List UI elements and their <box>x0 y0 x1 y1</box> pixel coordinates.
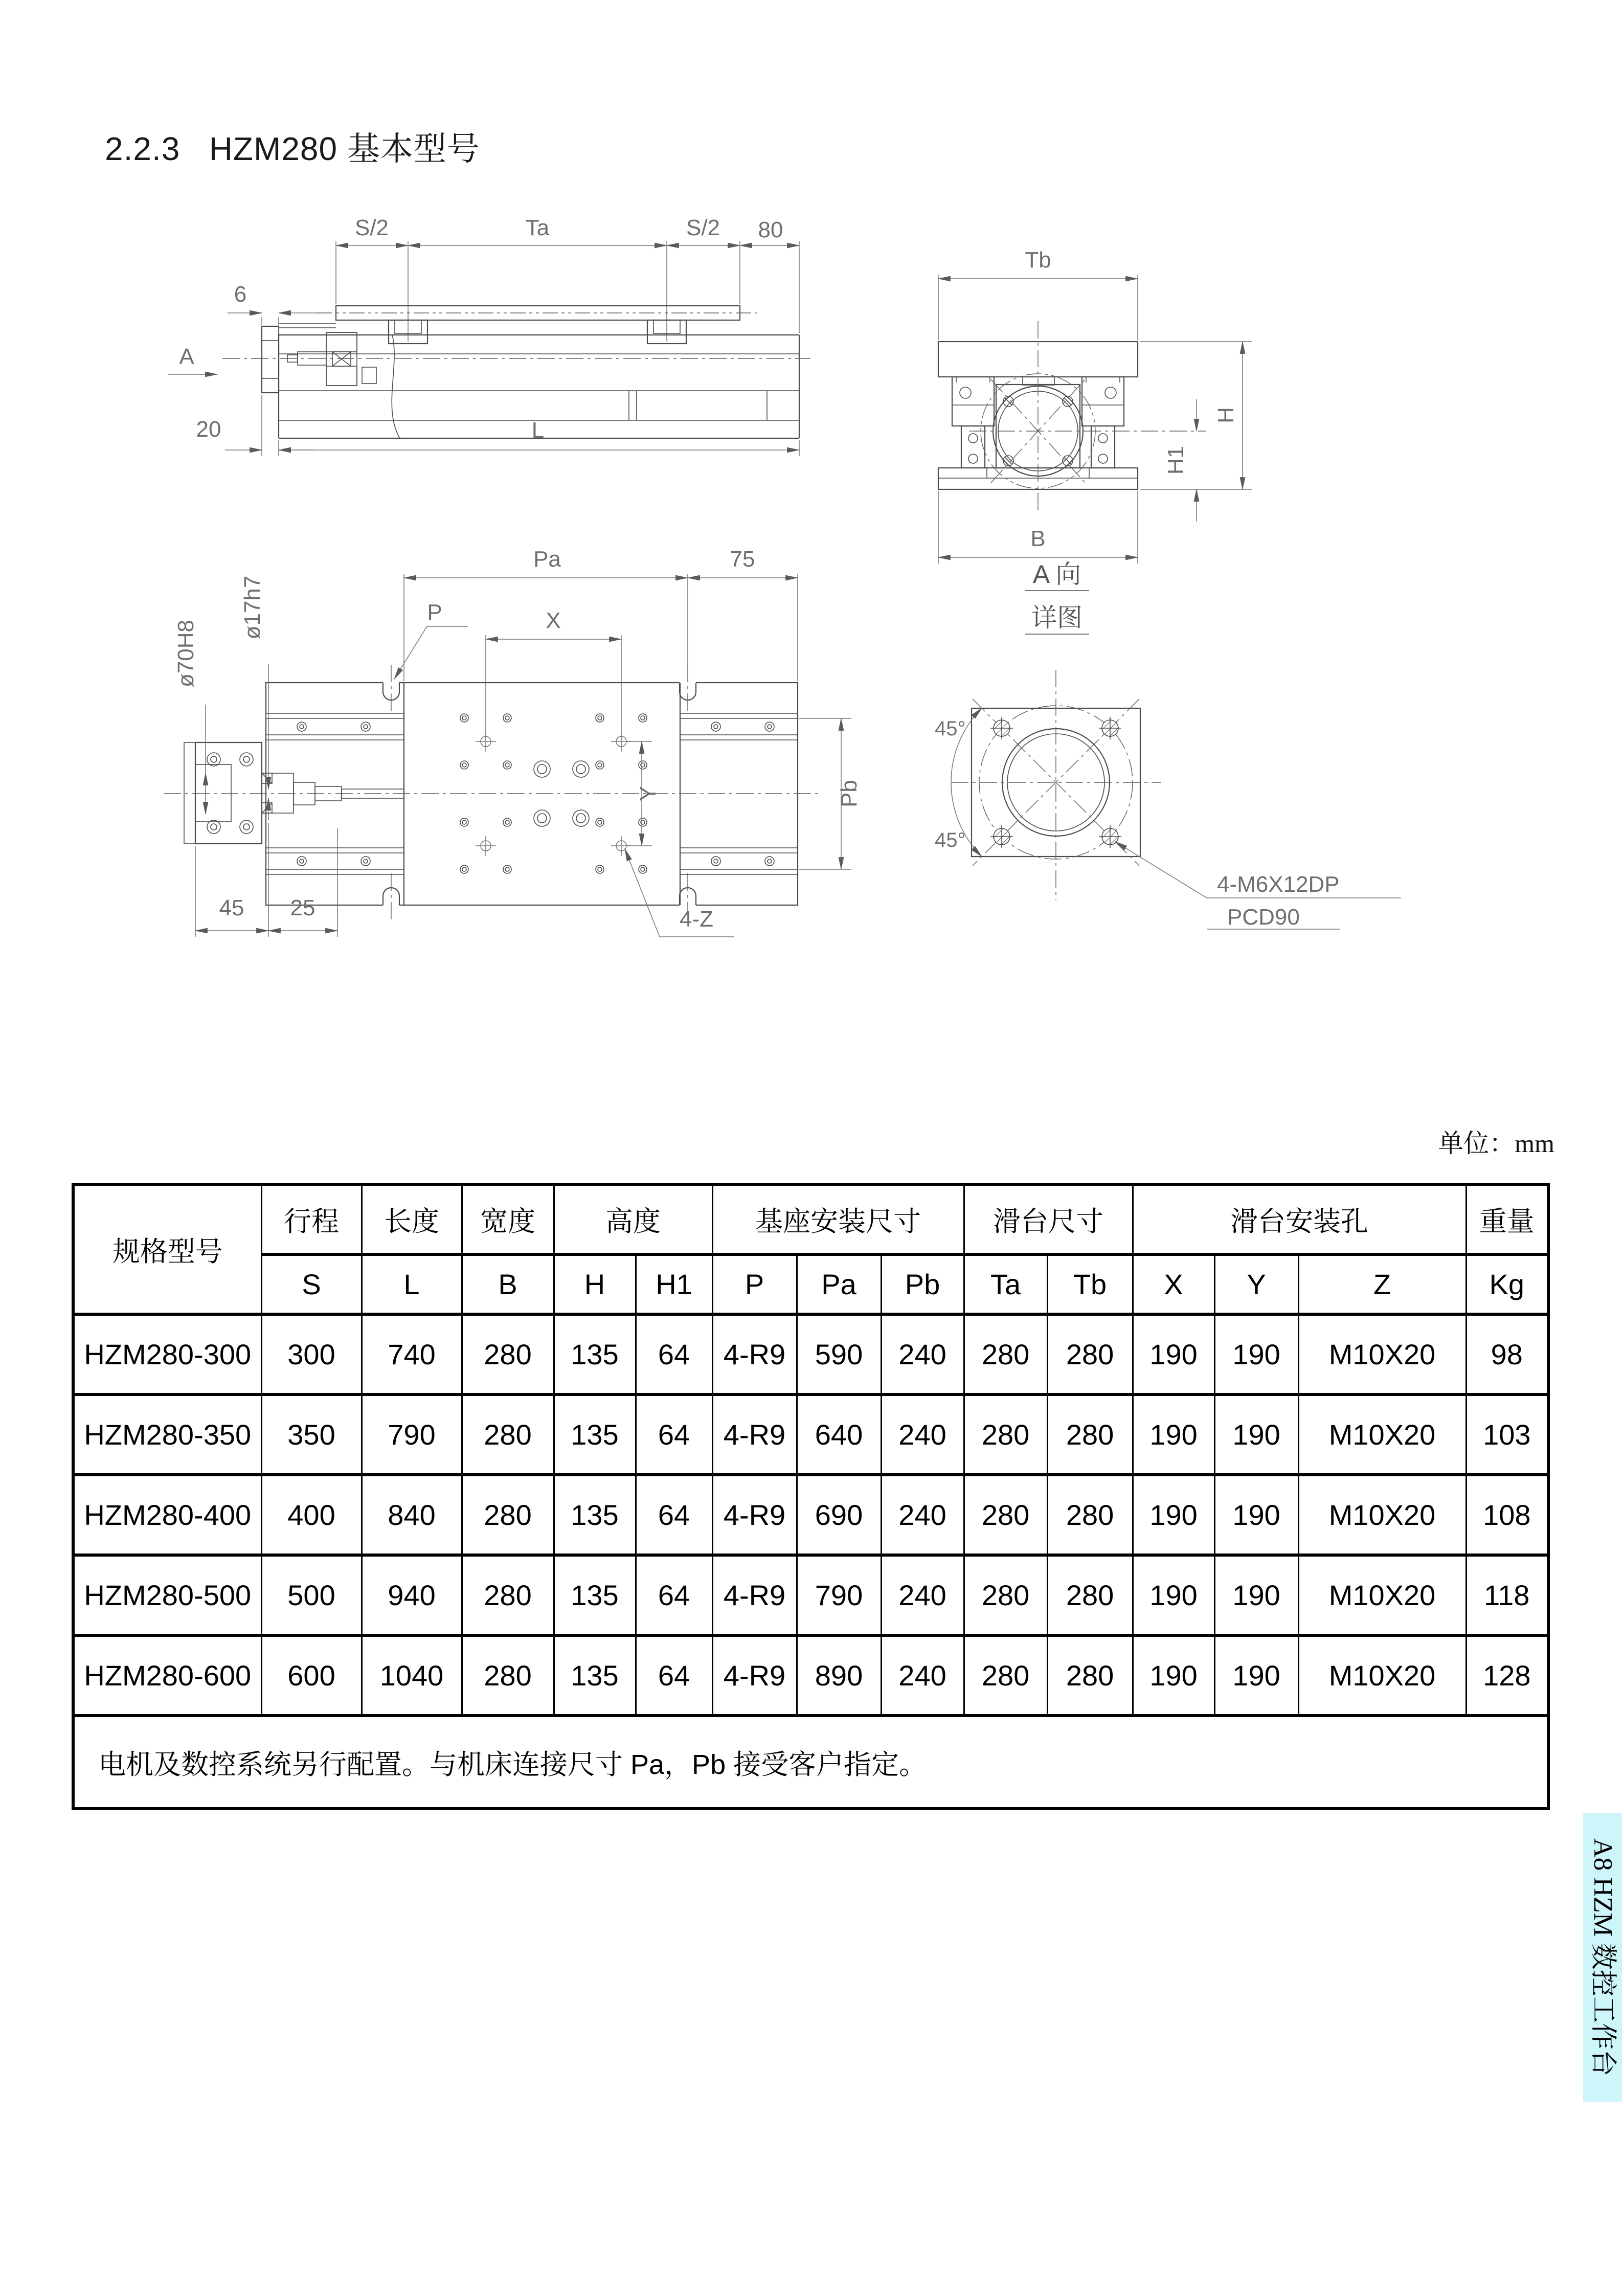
subheader-Kg: Kg <box>1466 1254 1548 1314</box>
header-length: 长度 <box>362 1184 462 1254</box>
detail-title-a: A 向 <box>1032 560 1081 589</box>
page-title: 2.2.3 HZM280 基本型号 <box>105 130 480 167</box>
subheader-Ta: Ta <box>964 1254 1047 1314</box>
table-note: 电机及数控系统另行配置。与机床连接尺寸 Pa，Pb 接受客户指定。 <box>73 1716 1548 1809</box>
value-cell: 190 <box>1133 1635 1214 1716</box>
end-view-lines <box>938 275 1252 564</box>
model-cell: HZM280-300 <box>73 1314 261 1394</box>
detail-view-drawing <box>920 542 1422 982</box>
value-cell: 98 <box>1466 1314 1548 1394</box>
dim-20: 20 <box>196 417 221 442</box>
dim-pb: Pb <box>837 780 862 807</box>
header-sub-row <box>73 1254 1548 1314</box>
value-cell: 280 <box>462 1394 554 1475</box>
dim-45: 45 <box>219 895 244 920</box>
subheader-H: H <box>554 1254 636 1314</box>
side-tab-label: A8 HZM 数控工作台 <box>1588 1838 1617 2077</box>
value-cell: 190 <box>1133 1555 1214 1635</box>
value-cell: 280 <box>462 1635 554 1716</box>
value-cell: 400 <box>261 1475 362 1555</box>
value-cell: 190 <box>1214 1555 1298 1635</box>
value-cell: 600 <box>261 1635 362 1716</box>
value-cell: 190 <box>1214 1635 1298 1716</box>
value-cell: 280 <box>964 1475 1047 1555</box>
value-cell: 64 <box>636 1475 712 1555</box>
dim-45deg-bottom: 45° <box>935 829 966 851</box>
value-cell: 135 <box>554 1635 636 1716</box>
value-cell: M10X20 <box>1298 1475 1466 1555</box>
value-cell: 190 <box>1214 1475 1298 1555</box>
dim-p: P <box>427 600 442 625</box>
value-cell: 280 <box>964 1555 1047 1635</box>
value-cell: 4-R9 <box>712 1394 797 1475</box>
side-tab <box>1583 1813 1622 2102</box>
value-cell: 135 <box>554 1475 636 1555</box>
model-cell: HZM280-400 <box>73 1475 261 1555</box>
subheader-H1: H1 <box>636 1254 712 1314</box>
header-base-mount: 基座安装尺寸 <box>712 1184 964 1254</box>
dim-dia70: ø70H8 <box>173 619 198 688</box>
value-cell: 280 <box>964 1635 1047 1716</box>
callout-pcd90: PCD90 <box>1227 905 1300 930</box>
side-view-drawing <box>164 194 828 491</box>
subheader-Z: Z <box>1298 1254 1466 1314</box>
subheader-S: S <box>261 1254 362 1314</box>
dim-tb: Tb <box>1025 247 1051 273</box>
spec-table <box>72 1183 1550 1810</box>
view-label-a: A <box>179 344 194 369</box>
dim-s2-right: S/2 <box>686 215 720 240</box>
value-cell: 280 <box>1047 1635 1133 1716</box>
value-cell: M10X20 <box>1298 1555 1466 1635</box>
value-cell: 4-R9 <box>712 1475 797 1555</box>
dim-ta: Ta <box>525 215 550 240</box>
value-cell: 240 <box>881 1314 964 1394</box>
value-cell: 790 <box>797 1555 881 1635</box>
value-cell: 190 <box>1133 1394 1214 1475</box>
model-cell: HZM280-500 <box>73 1555 261 1635</box>
value-cell: 790 <box>362 1394 462 1475</box>
value-cell: 64 <box>636 1635 712 1716</box>
dim-h1: H1 <box>1163 445 1188 475</box>
value-cell: 190 <box>1133 1475 1214 1555</box>
value-cell: 135 <box>554 1314 636 1394</box>
subheader-L: L <box>362 1254 462 1314</box>
subheader-X: X <box>1133 1254 1214 1314</box>
value-cell: 190 <box>1214 1394 1298 1475</box>
value-cell: 280 <box>1047 1314 1133 1394</box>
dim-l: L <box>531 418 545 443</box>
table-row <box>73 1555 1548 1635</box>
value-cell: 500 <box>261 1555 362 1635</box>
value-cell: 190 <box>1133 1314 1214 1394</box>
value-cell: 4-R9 <box>712 1555 797 1635</box>
dim-25: 25 <box>290 895 315 920</box>
value-cell: 240 <box>881 1635 964 1716</box>
model-cell: HZM280-600 <box>73 1635 261 1716</box>
value-cell: 280 <box>964 1314 1047 1394</box>
dim-pa: Pa <box>533 547 561 572</box>
header-width: 宽度 <box>462 1184 554 1254</box>
subheader-Y: Y <box>1214 1254 1298 1314</box>
value-cell: 1040 <box>362 1635 462 1716</box>
callout-m6: 4-M6X12DP <box>1217 872 1340 897</box>
value-cell: 890 <box>797 1635 881 1716</box>
dim-x: X <box>546 608 561 633</box>
value-cell: 280 <box>462 1475 554 1555</box>
value-cell: 940 <box>362 1555 462 1635</box>
dim-80: 80 <box>758 217 783 242</box>
value-cell: 4-R9 <box>712 1635 797 1716</box>
value-cell: 280 <box>1047 1475 1133 1555</box>
value-cell: 740 <box>362 1314 462 1394</box>
subheader-B: B <box>462 1254 554 1314</box>
note-row <box>73 1716 1548 1809</box>
header-group-row <box>73 1184 1548 1254</box>
value-cell: 128 <box>1466 1635 1548 1716</box>
value-cell: M10X20 <box>1298 1635 1466 1716</box>
value-cell: 300 <box>261 1314 362 1394</box>
value-cell: 118 <box>1466 1555 1548 1635</box>
value-cell: 103 <box>1466 1394 1548 1475</box>
side-view-lines <box>168 241 810 456</box>
value-cell: 4-R9 <box>712 1314 797 1394</box>
value-cell: 640 <box>797 1394 881 1475</box>
table-row <box>73 1314 1548 1394</box>
plan-view-lines <box>164 574 851 937</box>
header-model: 规格型号 <box>73 1184 261 1314</box>
model-cell: HZM280-350 <box>73 1394 261 1475</box>
dim-b: B <box>1030 526 1046 551</box>
header-slide-size: 滑台尺寸 <box>964 1184 1133 1254</box>
value-cell: 240 <box>881 1475 964 1555</box>
dim-y: Y <box>636 786 661 801</box>
unit-note: 单位：mm <box>1438 1129 1554 1158</box>
value-cell: 280 <box>462 1555 554 1635</box>
dim-4z: 4-Z <box>680 907 713 932</box>
value-cell: 840 <box>362 1475 462 1555</box>
value-cell: 690 <box>797 1475 881 1555</box>
header-stroke: 行程 <box>261 1184 362 1254</box>
dim-75: 75 <box>730 547 755 572</box>
dim-45deg-top: 45° <box>935 717 966 740</box>
value-cell: 108 <box>1466 1475 1548 1555</box>
table-row <box>73 1475 1548 1555</box>
value-cell: 280 <box>1047 1394 1133 1475</box>
header-slide-holes: 滑台安装孔 <box>1133 1184 1466 1254</box>
dim-dia17: ø17h7 <box>240 575 265 640</box>
value-cell: M10X20 <box>1298 1394 1466 1475</box>
detail-title-sub: 详图 <box>1031 603 1082 632</box>
value-cell: 64 <box>636 1394 712 1475</box>
header-height: 高度 <box>554 1184 712 1254</box>
dim-6: 6 <box>234 282 247 307</box>
subheader-Pa: Pa <box>797 1254 881 1314</box>
value-cell: M10X20 <box>1298 1314 1466 1394</box>
value-cell: 240 <box>881 1555 964 1635</box>
value-cell: 135 <box>554 1394 636 1475</box>
subheader-Tb: Tb <box>1047 1254 1133 1314</box>
value-cell: 64 <box>636 1314 712 1394</box>
value-cell: 590 <box>797 1314 881 1394</box>
header-weight: 重量 <box>1466 1184 1548 1254</box>
dim-h: H <box>1213 407 1238 423</box>
table-row <box>73 1394 1548 1475</box>
dim-s2-left: S/2 <box>354 215 389 240</box>
plan-view-drawing <box>133 542 931 982</box>
value-cell: 240 <box>881 1394 964 1475</box>
value-cell: 280 <box>964 1394 1047 1475</box>
value-cell: 350 <box>261 1394 362 1475</box>
subheader-Pb: Pb <box>881 1254 964 1314</box>
value-cell: 280 <box>1047 1555 1133 1635</box>
value-cell: 64 <box>636 1555 712 1635</box>
value-cell: 190 <box>1214 1314 1298 1394</box>
table-row <box>73 1635 1548 1716</box>
subheader-P: P <box>712 1254 797 1314</box>
value-cell: 135 <box>554 1555 636 1635</box>
end-view-drawing <box>915 194 1324 593</box>
value-cell: 280 <box>462 1314 554 1394</box>
